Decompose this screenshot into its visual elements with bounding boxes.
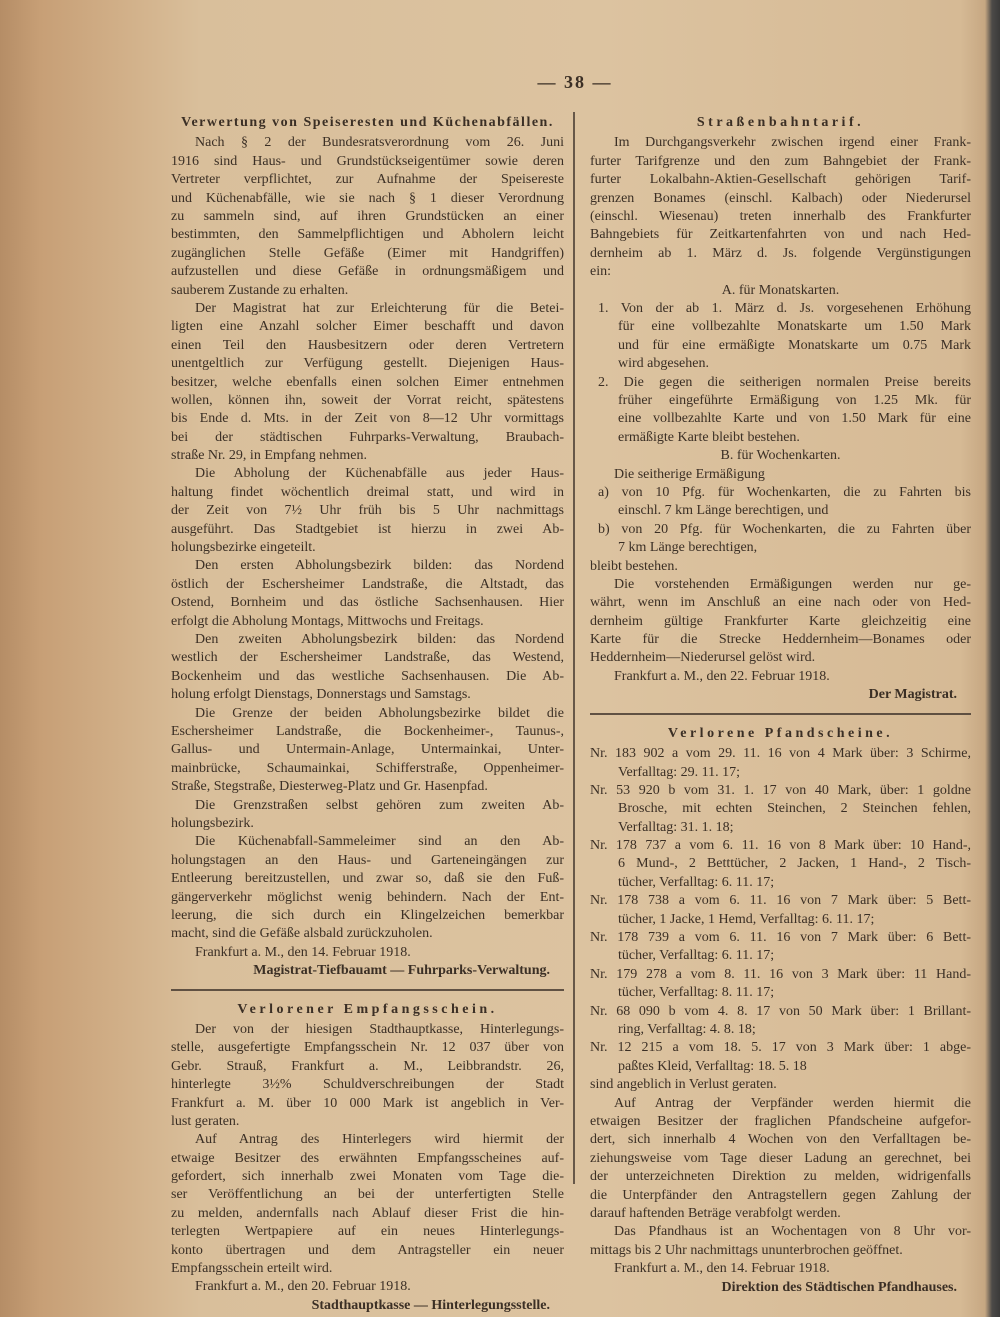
text-line: etwaigen Besitzer der fraglichen Pfandscheine aufgefor- (590, 1114, 971, 1130)
list-item (590, 374, 971, 448)
text-line: ring, Verfalltag: 4. 8. 18; (618, 1022, 756, 1038)
pawn-ticket-entry (590, 1003, 971, 1040)
text-line: tücher, Verfalltag: 6. 11. 17; (618, 948, 775, 964)
text-line: ser Veröffentlichung an bei der unterfertigten Stelle (171, 1187, 564, 1203)
paragraph (590, 576, 971, 668)
paragraph (590, 1095, 971, 1224)
text-line: hinterlegte 3½% Schuldverschreibungen der Stadt (171, 1077, 564, 1093)
text-line: Nr. 178 738 a vom 6. 11. 16 von 7 Mark über: 5 Bett- (590, 893, 971, 909)
signature (590, 686, 971, 704)
text-line: A. für Monatskarten. (721, 282, 840, 298)
text-line: Entleerung bereitzustellen, und zwar so, daß sie den Fuß- (171, 871, 564, 887)
text-line: Verfalltag: 29. 11. 17; (618, 764, 740, 780)
text-line: darauf haftenden Beträge verabfolgt werden. (590, 1206, 841, 1222)
text-line: ligten eine Anzahl solcher Eimer beschafft und davon (171, 319, 564, 335)
pawn-ticket-entry (590, 892, 971, 929)
text-line: Nr. 178 739 a vom 6. 11. 16 von 7 Mark über: 6 Bett- (590, 930, 971, 946)
text-line: B. für Wochenkarten. (720, 448, 841, 464)
signature (171, 962, 564, 980)
section-title (590, 725, 971, 743)
paragraph (171, 1021, 564, 1131)
text-line: bleibt bestehen. (590, 558, 678, 574)
subheading (590, 447, 971, 465)
text-line: Eschersheimer Landstraße, die Bockenheimer-, Taunus-, (171, 723, 564, 739)
text-line: macht, sind die Gefäße alsbald zurückzuholen. (171, 926, 433, 942)
paragraph (171, 631, 564, 705)
signature (590, 1279, 971, 1297)
text-line: 7 km Länge berechtigen, (618, 540, 758, 556)
list-item (590, 521, 971, 558)
text-line: Heddernheim—Niederursel gelöst wird. (590, 650, 816, 666)
text-line: Frankfurt a. M., den 20. Februar 1918. (195, 1279, 411, 1295)
text-line: besitzer, welche ebenfalls einen solchen Eimer entnehmen (171, 374, 564, 390)
text-line: Der von der hiesigen Stadthauptkasse, Hinterlegungs- (195, 1021, 564, 1037)
text-line: aufzustellen und diese Gefäße in ordnungsmäßigem und (171, 264, 564, 280)
text-line: mainbrücke, Schaumainkai, Schifferstraße, Oppenheimer- (171, 760, 564, 776)
text-line: Straßenbahntarif. (696, 115, 865, 130)
text-line: b) von 20 Pfg. für Wochenkarten, die zu Fahrten über (598, 521, 971, 537)
text-line: früher eingeführte Ermäßigung von 1.25 Mk. für (618, 392, 971, 408)
paragraph (590, 1223, 971, 1260)
text-line: zu sammeln sind, auf ihren Grundstücken an einer (171, 208, 564, 224)
text-line: wollen, können ihn, soweit der Vorrat reicht, spätestens (171, 392, 564, 408)
text-line: die Unterpfänder den Antragstellern gegen Zahlung der (590, 1187, 971, 1203)
left-column (171, 114, 564, 1315)
text-line: Die Abholung der Küchenabfälle aus jeder Haus- (195, 466, 564, 482)
pawn-ticket-entry (590, 929, 971, 966)
text-line: einschl. 7 km Länge berechtigen, und (618, 503, 829, 519)
text-line: Stadthauptkasse — Hinterlegungsstelle. (311, 1297, 550, 1313)
text-line: Direktion des Städtischen Pfandhauses. (721, 1279, 957, 1295)
section-title (590, 114, 971, 132)
text-line: haltung findet wöchentlich dreimal statt, und wird in (171, 484, 564, 500)
text-line: holungsbezirke eingeteilt. (171, 540, 316, 556)
text-line: lust geraten. (171, 1113, 240, 1129)
text-line: Auf Antrag der Verpfänder werden hiermit die (614, 1095, 971, 1111)
text-line: wird abgesehen. (618, 356, 709, 372)
text-line: und Küchenabfälle, wie sie nach § 1 dieser Verordnung (171, 190, 564, 206)
text-line: Nr. 68 090 b vom 4. 8. 17 von 50 Mark über: 1 Brillant- (590, 1003, 971, 1019)
text-line: zu melden, andernfalls nach Ablauf dieser Frist die hin- (171, 1205, 564, 1221)
text-line: straße Nr. 29, in Empfang nehmen. (171, 448, 367, 464)
text-line: grenzen Bonames (einschl. Kalbach) oder Niederursel (590, 190, 971, 206)
text-line: tücher, Verfalltag: 8. 11. 17; (618, 985, 775, 1001)
text-line: mittags bis 2 Uhr nachmittags ununterbrochen geöffnet. (590, 1242, 903, 1258)
subheading (590, 282, 971, 300)
text-line: holung erfolgt Dienstags, Donnerstags und Samstags. (171, 687, 471, 703)
text-line: dernheim gültige Frankfurter Karte gleichzeitig eine (590, 613, 971, 629)
paragraph (590, 558, 971, 576)
paragraph (590, 134, 971, 281)
text-line: leerung, die sich durch ein Klingelzeichen bemerkbar (171, 907, 564, 923)
pawn-ticket-entry (590, 1039, 971, 1076)
text-line: der unterzeichneten Direktion zu melden, widrigenfalls (590, 1169, 971, 1185)
paragraph (171, 134, 564, 300)
text-line: bestimmten, den Sammelpflichtigen und Abholern leicht (171, 227, 564, 243)
text-line: ausgeführt. Das Stadtgebiet ist hierzu in zwei Ab- (171, 521, 564, 537)
text-line: Magistrat-Tiefbauamt — Fuhrparks-Verwaltung. (253, 963, 550, 979)
text-line: holungstagen an den Haus- und Garteneingängen zur (171, 852, 564, 868)
text-line: Verwertung von Speiseresten und Küchenabfällen. (181, 115, 554, 130)
paragraph (171, 465, 564, 557)
text-line: Empfangsschein erteilt wird. (171, 1261, 333, 1277)
text-line: sauberem Zustande zu erhalten. (171, 282, 349, 298)
text-line: bis Ende d. Mts. in der Zeit von 8—12 Uhr vormittags (171, 411, 564, 427)
text-line: ein: (590, 264, 611, 280)
dateline (590, 1260, 971, 1278)
text-line: sind angeblich in Verlust geraten. (590, 1077, 777, 1093)
text-line: Bockenheim und das westliche Sachsenhausen. Die Ab- (171, 668, 564, 684)
paragraph (171, 705, 564, 797)
text-line: Gebr. Strauß, Frankfurt a. M., Leibbrandstr. 26, (171, 1058, 564, 1074)
text-line: Die vorstehenden Ermäßigungen werden nur ge- (614, 576, 971, 592)
text-line: Nr. 183 902 a vom 29. 11. 16 von 4 Mark über: 3 Schirme, (590, 746, 971, 762)
text-line: Das Pfandhaus ist an Wochentagen von 8 Uhr vor- (614, 1224, 971, 1240)
page-number: — 38 — (537, 72, 613, 92)
text-line: gefordert, sich innerhalb zwei Monaten vom Tage die- (171, 1169, 564, 1185)
text-line: Den zweiten Abholungsbezirk bilden: das Nordend (195, 632, 564, 648)
text-line: Nach § 2 der Bundesratsverordnung vom 26. Juni (195, 135, 564, 151)
dateline (590, 668, 971, 686)
pawn-ticket-entry (590, 837, 971, 892)
text-line: ziehungsweise vom Tage dieser Ladung an gerechnet, bei (590, 1150, 971, 1166)
text-line: Frankfurt a. M., den 14. Februar 1918. (614, 1261, 830, 1277)
section-title (171, 114, 564, 132)
text-line: Gallus- und Untermain-Anlage, Untermainkai, Unter- (171, 742, 564, 758)
column-divider (573, 112, 575, 1184)
section-divider (171, 989, 564, 991)
text-line: Verlorener Empfangsschein. (237, 1001, 498, 1017)
right-column (590, 114, 971, 1297)
text-line: 1. Von der ab 1. März d. Js. vorgesehenen Erhöhung (598, 300, 971, 316)
text-line: Frankfurt a. M., den 22. Februar 1918. (614, 668, 830, 684)
paragraph (171, 557, 564, 631)
text-line: Bahngebiets für Zeitkartenfahrten von und nach Hed- (590, 227, 971, 243)
text-line: Die seitherige Ermäßigung (614, 466, 765, 482)
text-line: Nr. 12 215 a vom 18. 5. 17 von 3 Mark über: 1 abge- (590, 1040, 971, 1056)
text-line: Im Durchgangsverkehr zwischen irgend einer Frank- (614, 135, 971, 151)
text-line: Vertreter verpflichtet, zur Aufnahme der Speisereste (171, 172, 564, 188)
text-line: Frankfurt a. M. über 10 000 Mark ist angeblich in Ver- (171, 1095, 564, 1111)
text-line: konto übertragen und dem Antragsteller ein neuer (171, 1242, 564, 1258)
paragraph (171, 1131, 564, 1278)
paragraph (171, 833, 564, 943)
text-line: Straße, Stegstraße, Diesterweg-Platz und Gr. Hasenpfad. (171, 779, 488, 795)
text-line: 2. Die gegen die seitherigen normalen Preise bereits (598, 374, 971, 390)
text-line: Die Grenzstraßen selbst gehören zum zweiten Ab- (195, 797, 564, 813)
text-line: Die Küchenabfall-Sammeleimer sind an den Ab- (195, 834, 564, 850)
text-line: währt, wenn im Anschluß an eine nach oder von Hed- (590, 595, 971, 611)
text-line: Nr. 53 920 b vom 31. 1. 17 von 40 Mark, über: 1 goldne (590, 782, 971, 798)
section-title (171, 1001, 564, 1019)
paragraph (590, 1076, 971, 1094)
text-line: Nr. 179 278 a vom 8. 11. 16 von 3 Mark über: 11 Hand- (590, 966, 971, 982)
text-line: stelle, ausgefertigte Empfangsschein Nr. 12 037 über von (171, 1040, 564, 1056)
text-line: westlich der Eschersheimer Landstraße, das Westend, (171, 650, 564, 666)
text-line: erfolgt die Abholung Montags, Mittwochs und Freitags. (171, 613, 484, 629)
text-line: a) von 10 Pfg. für Wochenkarten, die zu Fahrten bis (598, 484, 971, 500)
text-line: (einschl. Wiesenau) treten innerhalb des Frankfurter (590, 208, 971, 224)
list-item (590, 300, 971, 374)
text-line: Karte für die Strecke Heddernheim—Bonames oder (590, 632, 971, 648)
paragraph (171, 300, 564, 466)
pawn-ticket-entry (590, 745, 971, 782)
text-line: östlich der Eschersheimer Landstraße, die Altstadt, das (171, 576, 564, 592)
text-line: Auf Antrag des Hinterlegers wird hiermit der (195, 1132, 564, 1148)
text-line: tücher, Verfalltag: 6. 11. 17; (618, 874, 775, 890)
signature (171, 1297, 564, 1315)
text-line: 1916 sind Haus- und Grundstückseigentümer sowie deren (171, 153, 564, 169)
text-line: dert, sich innerhalb 4 Wochen von den Verfalltagen be- (590, 1132, 971, 1148)
text-line: furter Tarifgrenze und den zum Bahngebiet der Frank- (590, 153, 971, 169)
text-line: etwaige Besitzer des erwähnten Empfangsscheines auf- (171, 1150, 564, 1166)
text-line: zugänglichen Stelle Gefäße (Eimer mit Handgriffen) (171, 245, 564, 261)
pawn-ticket-entry (590, 966, 971, 1003)
text-line: Brosche, mit echten Steinchen, 2 Steinchen fehlen, (618, 801, 971, 817)
paragraph (590, 466, 971, 484)
text-line: bei der städtischen Fuhrparks-Verwaltung, Braubach- (171, 429, 564, 445)
text-line: 6 Mund-, 2 Betttücher, 2 Jacken, 1 Hand-, 2 Tisch- (618, 856, 971, 872)
text-line: Verlorene Pfandscheine. (667, 725, 894, 741)
text-line: ermäßigte Karte bleibt bestehen. (618, 429, 800, 445)
text-line: dernheim ab 1. März d. Js. folgende Vergünstigungen (590, 245, 971, 261)
text-line: Nr. 178 737 a vom 6. 11. 16 von 8 Mark über: 10 Hand-, (590, 838, 971, 854)
list-item (590, 484, 971, 521)
text-line: einen Teil den Hausbesitzern oder deren Vertretern (171, 337, 564, 353)
paragraph (171, 797, 564, 834)
section-divider (590, 713, 971, 715)
text-line: Verfalltag: 31. 1. 18; (618, 819, 734, 835)
pawn-ticket-entry (590, 782, 971, 837)
text-line: unentgeltlich zur Verfügung gestellt. Diejenigen Haus- (171, 356, 564, 372)
text-line: und für eine ermäßigte Monatskarte um 0.75 Mark (618, 337, 971, 353)
text-line: furter Lokalbahn-Aktien-Gesellschaft gehörigen Tarif- (590, 172, 971, 188)
text-line: Der Magistrat. (868, 687, 957, 703)
text-line: Frankfurt a. M., den 14. Februar 1918. (195, 944, 411, 960)
text-line: Den ersten Abholungsbezirk bilden: das Nordend (195, 558, 564, 574)
text-line: Der Magistrat hat zur Erleichterung für die Betei- (195, 300, 564, 316)
dateline (171, 1278, 564, 1296)
text-line: paßtes Kleid, Verfalltag: 18. 5. 18 (618, 1058, 807, 1074)
text-line: holungsbezirk. (171, 815, 254, 831)
dateline (171, 944, 564, 962)
text-line: Ostend, Bornheim und das östliche Sachsenhausen. Hier (171, 595, 564, 611)
text-line: gängerverkehr möglichst wenig behindern. Nach der Ent- (171, 889, 564, 905)
text-line: tücher, 1 Jacke, 1 Hemd, Verfalltag: 6. 11. 17; (618, 911, 875, 927)
text-line: eine vollbezahlte Karte und von 1.50 Mark für eine (618, 411, 971, 427)
text-line: Die Grenze der beiden Abholungsbezirke bildet die (195, 705, 564, 721)
text-line: der Zeit von 7½ Uhr früh bis 5 Uhr nachmittags (171, 503, 564, 519)
text-line: terlegten Wertpapiere auf ein neues Hinterlegungs- (171, 1224, 564, 1240)
text-line: für eine vollbezahlte Monatskarte um 1.50 Mark (618, 319, 971, 335)
